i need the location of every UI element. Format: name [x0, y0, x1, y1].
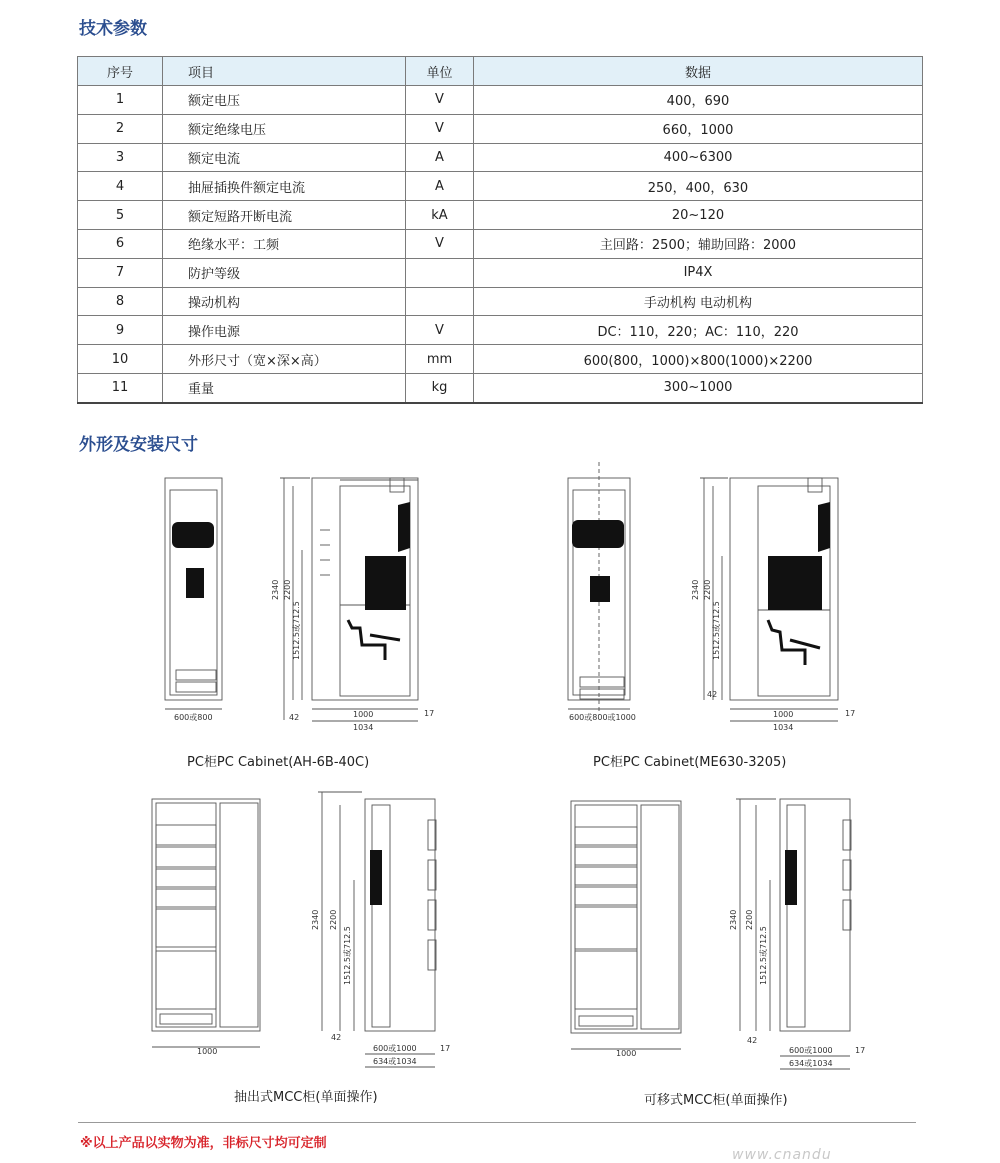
cell-unit: V — [406, 229, 474, 258]
cell-data: DC：110，220；AC：110，220 — [474, 316, 923, 345]
dim-label: 2200 — [283, 579, 292, 600]
cell-item: 额定绝缘电压 — [163, 114, 406, 143]
cell-item: 重量 — [163, 373, 406, 402]
dim-label: 1000 — [773, 710, 794, 719]
cell-index: 6 — [78, 229, 163, 258]
caption-pc-me: PC柜PC Cabinet(ME630-3205) — [593, 755, 787, 770]
watermark: www.cnandu — [732, 1147, 832, 1163]
params-table — [77, 56, 923, 404]
table-row — [78, 373, 923, 402]
table-row — [78, 201, 923, 230]
cell-index: 1 — [78, 86, 163, 115]
dim-label: 1034 — [773, 723, 794, 732]
dim-label: 42 — [331, 1033, 342, 1042]
cell-unit: V — [406, 86, 474, 115]
header-unit: 单位 — [406, 57, 474, 86]
cell-item: 抽屉插换件额定电流 — [163, 172, 406, 201]
dim-label: 17 — [845, 709, 856, 718]
cell-unit: kg — [406, 373, 474, 402]
dim-label: 2340 — [729, 909, 738, 930]
caption-mcc-removable: 可移式MCC柜(单面操作) — [644, 1093, 788, 1108]
drawing-pc-ah-front — [165, 478, 222, 709]
cell-index: 3 — [78, 143, 163, 172]
cell-unit — [406, 287, 474, 316]
table-row — [78, 114, 923, 143]
cell-index: 4 — [78, 172, 163, 201]
cell-data: 手动机构 电动机构 — [474, 287, 923, 316]
dim-label: 2340 — [691, 579, 700, 600]
cell-unit: kA — [406, 201, 474, 230]
drawing-pc-me-side — [700, 478, 838, 721]
dim-label: 17 — [855, 1046, 866, 1055]
section-title-params: 技术参数 — [79, 19, 147, 39]
footer-divider — [78, 1122, 916, 1123]
header-index: 序号 — [78, 57, 163, 86]
cell-data: 250，400，630 — [474, 172, 923, 201]
drawing-mcc-removable-front — [571, 801, 681, 1049]
dim-label: 1512.5或712.5 — [292, 601, 301, 660]
dim-label: 1034 — [353, 723, 374, 732]
table-header-row — [78, 57, 923, 86]
dim-label: 2340 — [271, 579, 280, 600]
dim-label: 1000 — [353, 710, 374, 719]
cell-unit: A — [406, 172, 474, 201]
cell-index: 5 — [78, 201, 163, 230]
cell-item: 防护等级 — [163, 258, 406, 287]
table-row — [78, 258, 923, 287]
dim-label: 2200 — [745, 909, 754, 930]
dim-label: 634或1034 — [789, 1059, 833, 1068]
cell-index: 9 — [78, 316, 163, 345]
table-row — [78, 86, 923, 115]
dim-label: 2200 — [703, 579, 712, 600]
cell-item: 操动机构 — [163, 287, 406, 316]
cell-data: 600(800，1000)×800(1000)×2200 — [474, 345, 923, 374]
cell-unit — [406, 258, 474, 287]
cell-item: 操作电源 — [163, 316, 406, 345]
dim-label: 17 — [440, 1044, 451, 1053]
cell-item: 绝缘水平：工频 — [163, 229, 406, 258]
dim-label: 1512.5或712.5 — [712, 601, 721, 660]
drawing-mcc-drawout-front — [152, 799, 260, 1047]
dim-label: 1000 — [616, 1049, 637, 1058]
header-data: 数据 — [474, 57, 923, 86]
cell-data: 400，690 — [474, 86, 923, 115]
footnote: ※以上产品以实物为准，非标尺寸均可定制 — [80, 1136, 327, 1151]
cell-data: 660，1000 — [474, 114, 923, 143]
section-title-dimensions: 外形及安装尺寸 — [79, 435, 198, 455]
dim-label: 42 — [289, 713, 300, 722]
drawing-pc-me-front — [568, 462, 630, 715]
cell-index: 11 — [78, 373, 163, 402]
cell-data: 20~120 — [474, 201, 923, 230]
dim-label: 17 — [424, 709, 435, 718]
table-row — [78, 172, 923, 201]
drawing-mcc-removable-side — [736, 799, 851, 1069]
cell-index: 7 — [78, 258, 163, 287]
cell-item: 额定短路开断电流 — [163, 201, 406, 230]
cell-item: 额定电压 — [163, 86, 406, 115]
cell-index: 8 — [78, 287, 163, 316]
dim-label: 600或800或1000 — [569, 713, 636, 722]
table-row — [78, 287, 923, 316]
dim-label: 600或800 — [174, 713, 213, 722]
table-row — [78, 143, 923, 172]
table-row — [78, 345, 923, 374]
caption-pc-ah: PC柜PC Cabinet(AH-6B-40C) — [187, 755, 370, 770]
cabinet-drawings — [0, 450, 1000, 1115]
cell-unit: V — [406, 114, 474, 143]
cell-data: 400~6300 — [474, 143, 923, 172]
cell-unit: A — [406, 143, 474, 172]
dim-label: 634或1034 — [373, 1057, 417, 1066]
cell-index: 10 — [78, 345, 163, 374]
caption-mcc-drawout: 抽出式MCC柜(单面操作) — [234, 1090, 378, 1105]
dim-label: 2200 — [329, 909, 338, 930]
cell-item: 外形尺寸（宽×深×高） — [163, 345, 406, 374]
dim-label: 42 — [747, 1036, 758, 1045]
header-item: 项目 — [163, 57, 406, 86]
cell-data: 300~1000 — [474, 373, 923, 402]
dim-label: 2340 — [311, 909, 320, 930]
cell-item: 额定电流 — [163, 143, 406, 172]
dim-label: 1000 — [197, 1047, 218, 1056]
dim-label: 600或1000 — [373, 1044, 417, 1053]
dim-label: 600或1000 — [789, 1046, 833, 1055]
cell-index: 2 — [78, 114, 163, 143]
table-row — [78, 316, 923, 345]
cell-unit: V — [406, 316, 474, 345]
dim-label: 42 — [707, 690, 718, 699]
table-row — [78, 229, 923, 258]
cell-unit: mm — [406, 345, 474, 374]
cell-data: IP4X — [474, 258, 923, 287]
dim-label: 1512.5或712.5 — [343, 926, 352, 985]
dim-label: 1512.5或712.5 — [759, 926, 768, 985]
cell-data: 主回路：2500；辅助回路：2000 — [474, 229, 923, 258]
drawing-pc-ah-side — [280, 478, 418, 721]
